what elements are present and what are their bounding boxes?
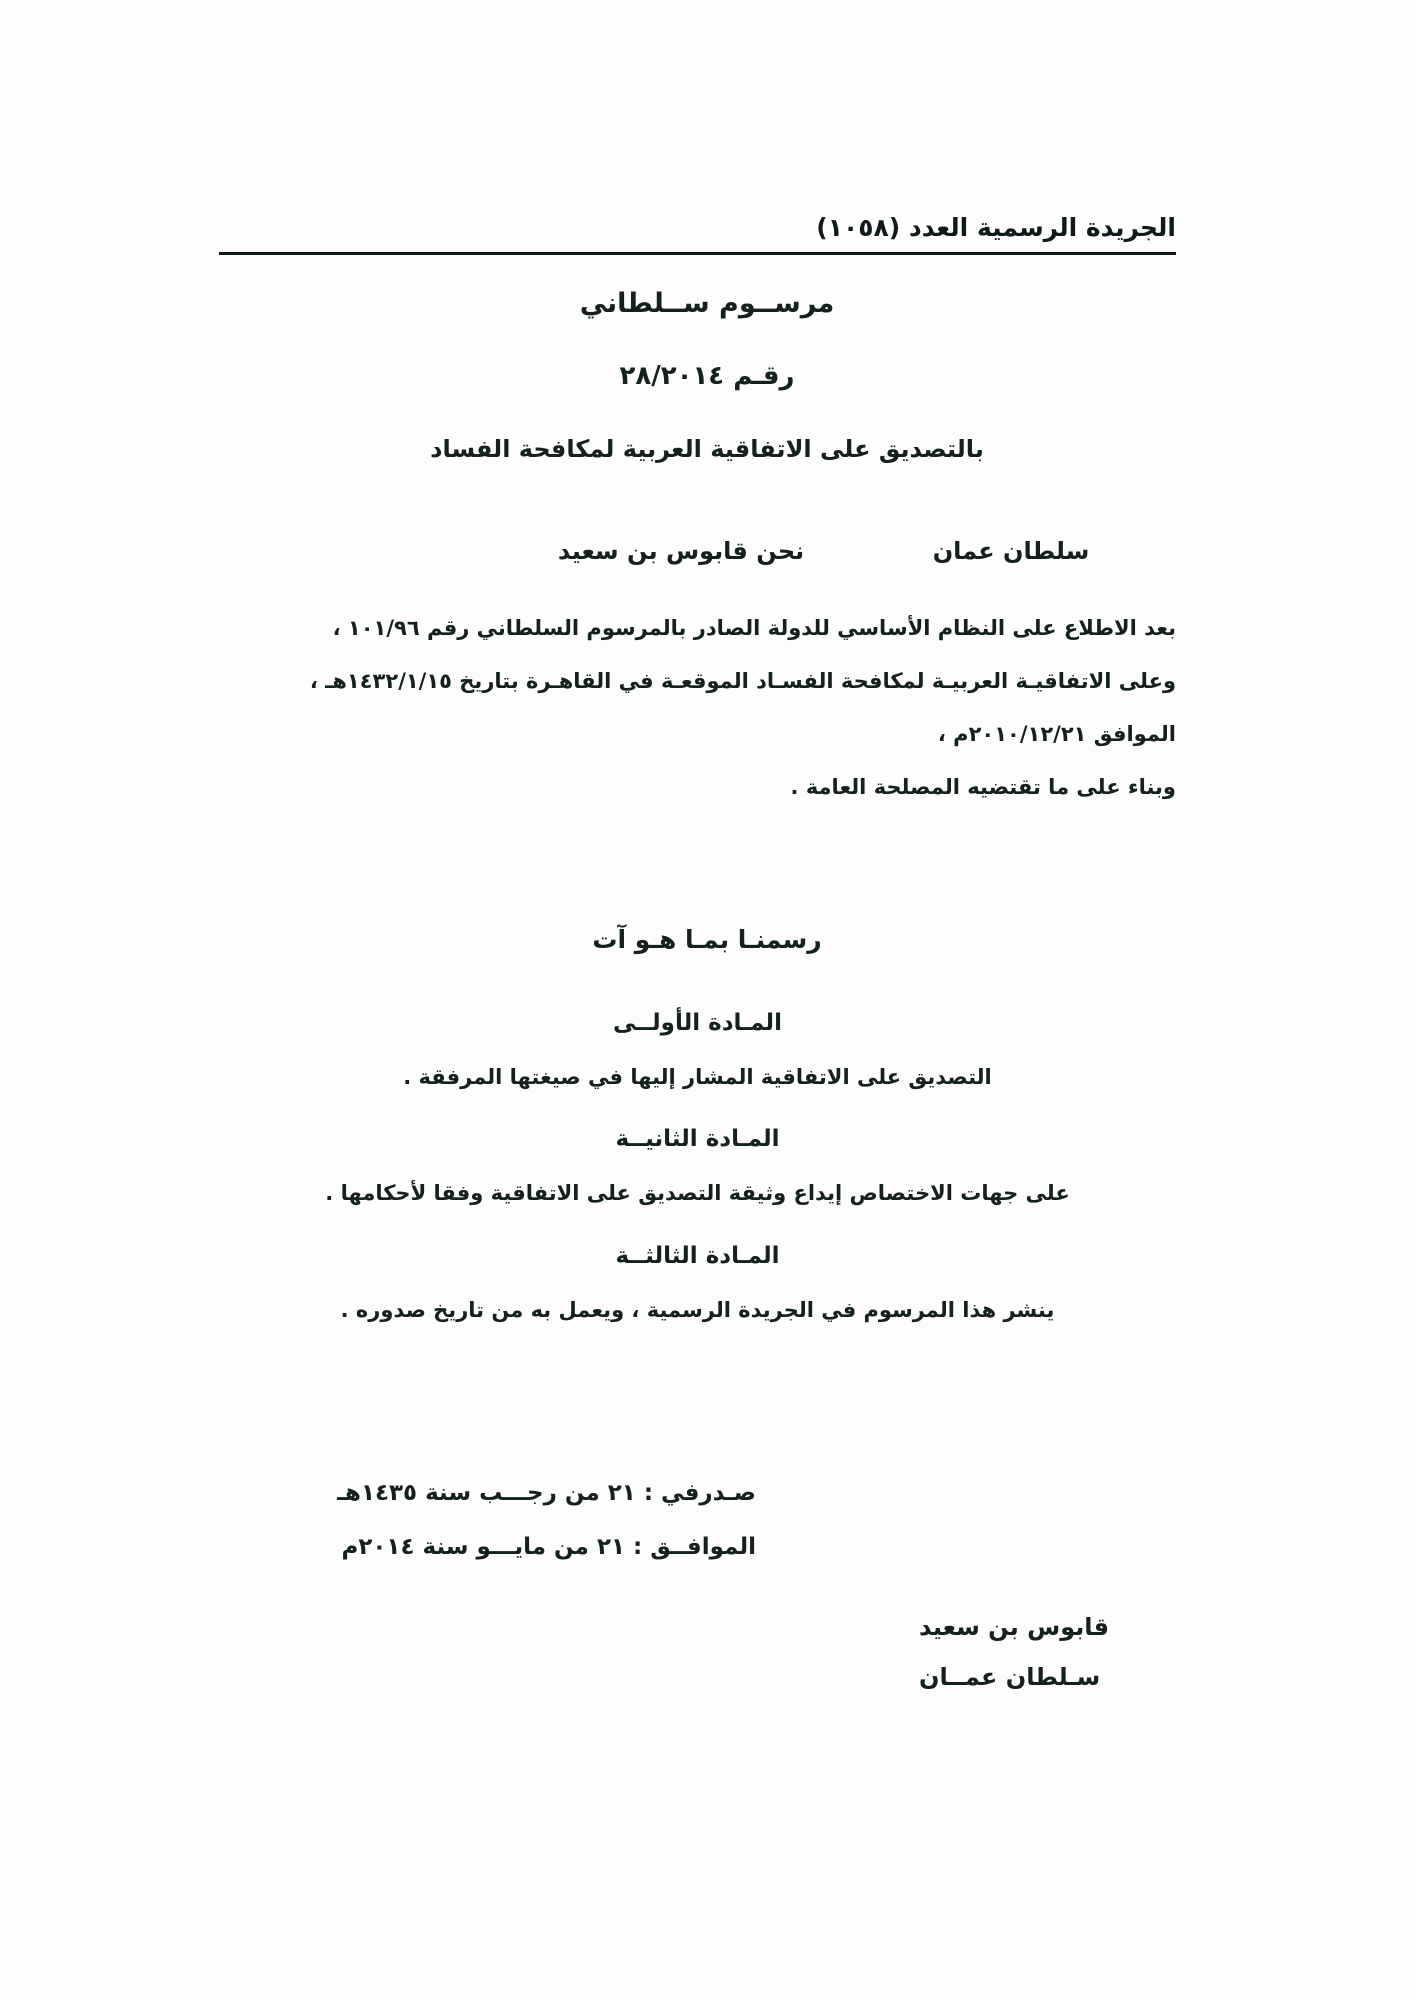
- article-body: التصديق على الاتفاقية المشار إليها في صيغتها المرفقة .: [403, 1065, 992, 1089]
- page-title: مرســوم ســلطاني: [579, 288, 835, 319]
- preamble-paragraph: بعد الاطلاع على النظام الأساسي للدولة الصادر بالمرسوم السلطاني رقم ١٠١/٩٦ ،: [332, 616, 1176, 640]
- article: [219, 1010, 1176, 1092]
- preamble-block: [219, 614, 1176, 826]
- decree-subject: بالتصديق على الاتفاقية العربية لمكافحة الفساد: [430, 435, 984, 463]
- signatory-name: قابوس بن سعيد: [919, 1613, 1110, 1641]
- preamble-paragraph: وبناء على ما تقتضيه المصلحة العامة .: [790, 774, 1176, 799]
- article: [219, 1243, 1176, 1325]
- sovereign-title: سلطان عمان: [932, 537, 1090, 565]
- article-heading: المـادة الثانيــة: [615, 1126, 780, 1153]
- signatory-title: سـلطان عمــان: [919, 1663, 1101, 1691]
- sovereign-line: [219, 537, 1176, 565]
- article-heading: المـادة الثالثــة: [615, 1242, 780, 1269]
- decree-number: رقـم ٢٨/٢٠١٤: [619, 361, 795, 391]
- preamble-paragraph: الموافق ٢٠١٠/١٢/٢١م ،: [937, 721, 1176, 746]
- gazette-issue-label: الجريدة الرسمية العدد (١٠٥٨): [816, 213, 1176, 242]
- article-heading: المـادة الأولــى: [613, 1010, 782, 1036]
- header-rule: [219, 252, 1176, 255]
- articles-block: [219, 1010, 1176, 1359]
- sovereign-name: نحن قابوس بن سعيد: [557, 537, 805, 565]
- preamble-paragraph: وعلى الاتفاقيـة العربيـة لمكافحة الفسـاد الموقعـة في القاهـرة بتاريخ ١٤٣٢/١/١٥هـ ،: [309, 668, 1176, 693]
- article: [219, 1126, 1176, 1208]
- article-body: على جهات الاختصاص إيداع وثيقة التصديق على الاتفاقية وفقا لأحكامها .: [325, 1181, 1070, 1206]
- running-head: [238, 214, 1176, 243]
- signature-block: [219, 1613, 1176, 1713]
- proclamation-line: رسمنـا بمـا هـو آت: [592, 925, 822, 954]
- issuance-gregorian-date: الموافــق : ٢١ من مايـــو سنة ٢٠١٤م: [341, 1534, 756, 1560]
- article-body: ينشر هذا المرسوم في الجريدة الرسمية ، ويعمل به من تاريخ صدوره .: [340, 1297, 1055, 1322]
- issuance-block: [219, 1480, 1176, 1588]
- issuance-hijri-date: صـدرفي : ٢١ من رجـــب سنة ١٤٣٥هـ: [337, 1480, 756, 1506]
